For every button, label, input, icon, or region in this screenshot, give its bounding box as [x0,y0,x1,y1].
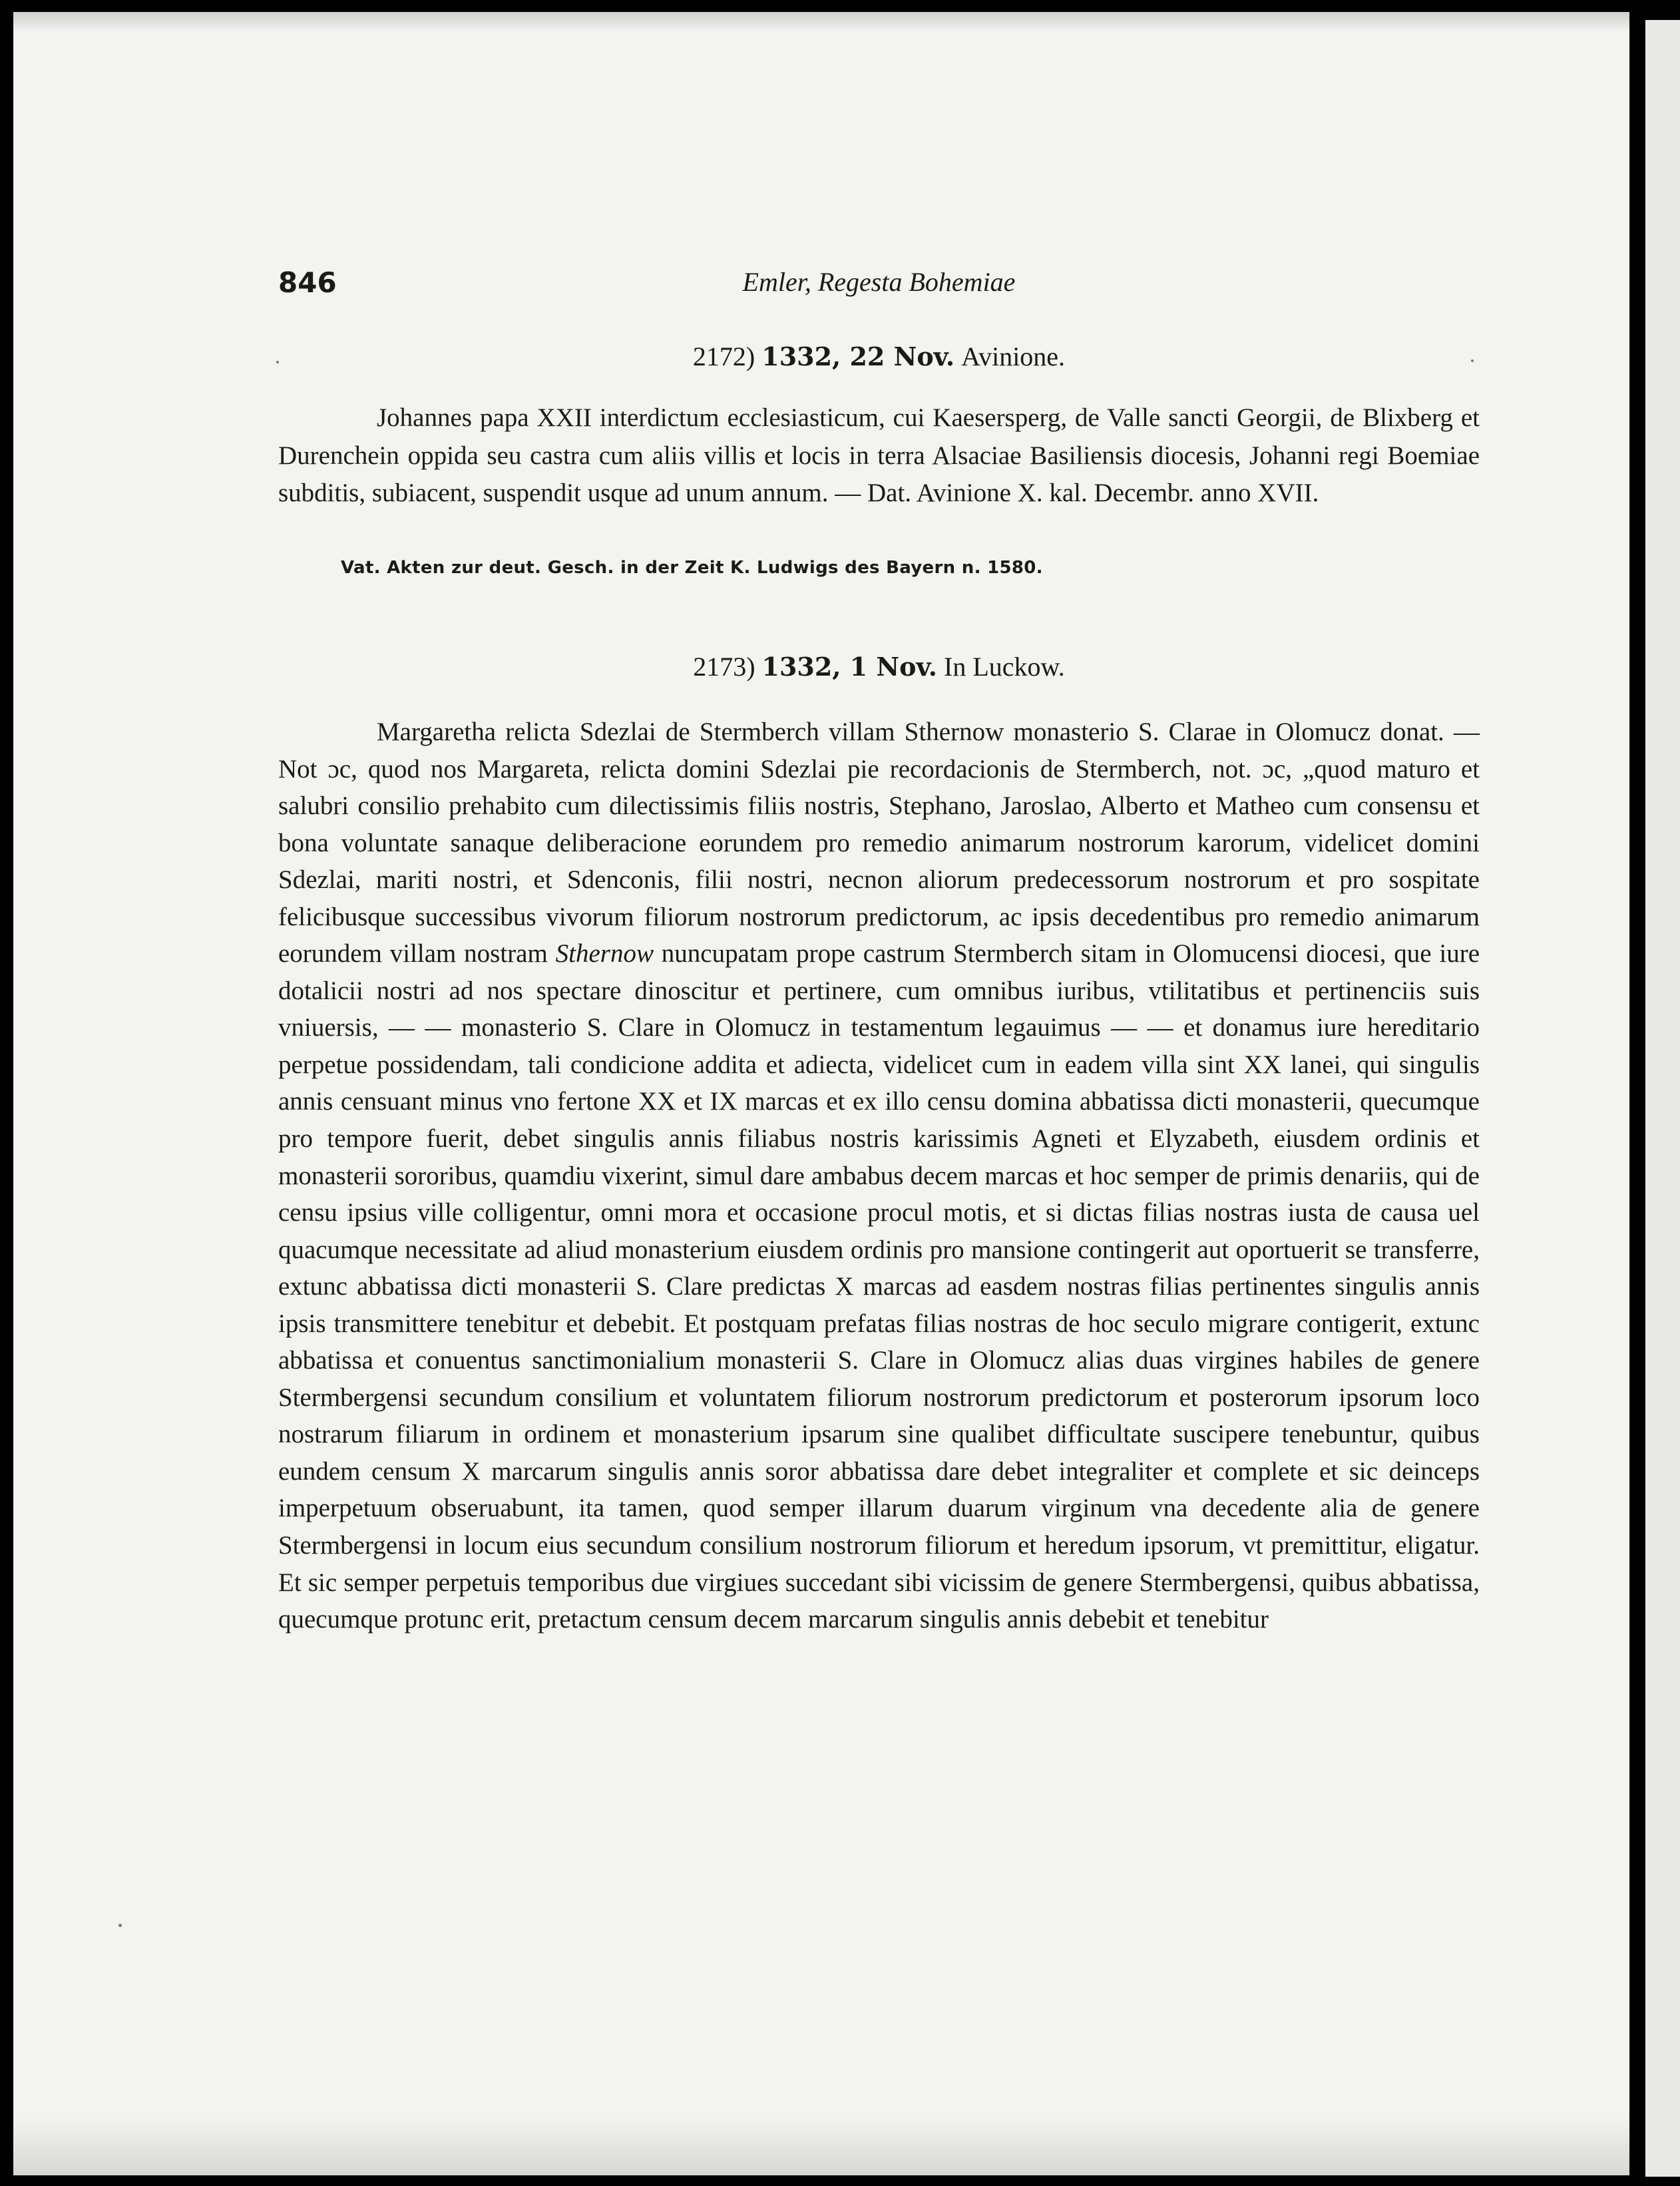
entry-heading-2173 [278,651,1480,683]
entry-text-2173 [278,714,1480,1638]
running-head [278,266,1480,306]
page-bottom-shadow [13,2117,1637,2175]
scan-speck [276,361,279,363]
page-top-shadow [13,12,1637,32]
entry-place: Avinione. [961,341,1066,371]
italic-place-name: Sthernow [555,939,654,969]
entry-text-body-before: Margaretha relicta Sdezlai de Stermberch villam Sthernow monasterio S. Clarae in Olomucz donat. — Not ɔc, quod nos Margareta, relicta domini Sdezlai pie recordacionis de Stermberch, not. ɔc, „quod maturo et salubri consilio prehabito cum dilectissimis filiis nostris, Stephano, Jaroslao, Alberto et Matheo cum consensu et bona voluntate sanaque deliberacione eorundem pro remedio animarum nostrorum karorum, videlicet domini Sdezlai, mariti nostri, et Sdenconis, filii nostri, necnon aliorum predecessorum nostrorum et pro sospitate felicibusque successibus vivorum filiorum nostrorum predictorum, ac ipsis decedentibus pro remedio animarum eorundem villam nostram [278,718,1480,969]
scan-edge-strip [1629,12,1645,2175]
entry-place: In Luckow. [944,652,1065,682]
next-page-sliver [1645,20,1680,2177]
entry-number: 2172) [692,341,755,371]
entry-number: 2173) [693,652,755,682]
running-title: Emler, Regesta Bohemiae [742,267,1016,297]
entry-heading-2172 [278,341,1480,373]
scan-speck [118,1924,122,1927]
entry-date: 1332, 1 Nov. [761,652,937,682]
entry-date: 1332, 22 Nov. [761,341,955,371]
entry-text-2172 [278,399,1480,513]
scan-speck [1471,359,1474,362]
entry-text-body: Johannes papa XXII interdictum ecclesiasticum, cui Kaesersperg, de Valle sancti Georgii, de Blixberg et Durenchein oppida seu castra cum aliis villis et locis in terra Alsaciae Basiliensis diocesis, Johanni regi Boemiae subditis, subiacent, suspendit usque ad unum annum. — Dat. Avinione X. kal. Decembr. anno XVII. [278,403,1480,508]
entry-text-body-after: nuncupatam prope castrum Stermberch sitam in Olomucensi diocesi, que iure dotalicii nostri ad nos spectare dinoscitur et pertinere, cum omnibus iuribus, vtilitatibus et pertinenciis suis vniuersis, — — monasterio S. Clare in Olomucz in testamentum legauimus — — et donamus iure hereditario perpetue possidendam, tali condicione addita et adiecta, videlicet cum in eadem villa sint XX lanei, qui singulis annis censuant minus vno fertone XX et IX marcas et ex illo censu domina abbatissa dicti monasterii, quecumque pro tempore fuerit, debet singulis annis filiabus nostris karissimis Agneti et Elyzabeth, eiusdem ordinis et monasterii sororibus, quamdiu vixerint, simul dare ambabus decem marcas et hoc semper de primis denariis, qui de censu ipsius ville colligentur, omni mora et occasione procul motis, et si dictas filias nostras iusta de causa uel quacumque necessitate ad aliud monasterium eiusdem ordinis pro mansione contingerit aut oportuerit se transferre, extunc abbatissa dicti monasterii S. Clare predictas X marcas ad easdem nostras filias pertinentes singulis annis ipsis transmittere tenebitur et debebit. Et postquam prefatas filias nostras de hoc seculo migrare contigerit, extunc abbatissa et conuentus sanctimonialium monasterii S. Clare in Olomucz alias duas virgines habiles de genere Stermbergensi secundum consilium et voluntatem filiorum nostrorum predictorum et posterorum ipsorum loco nostrarum filiarum in ordinem et monasterium ipsarum sine qualibet difficultate suscipere tenebuntur, quibus eundem censum X marcarum singulis annis soror abbatissa dare debet integraliter et complete et sic deinceps imperpetuum obseruabunt, ita tamen, quod semper illarum duarum virginum vna decedente alia de genere Stermbergensi in locum eius secundum consilium nostrorum filiorum et heredum ipsorum, vt premittitur, eligatur. Et sic semper perpetuis temporibus due virgiues succedant sibi vicissim de genere Stermbergensi, quibus abbatissa, quecumque protunc erit, pretactum censum decem marcarum singulis annis debebit et tenebitur [278,939,1480,1634]
page-number: 846 [278,266,337,299]
source-citation: Vat. Akten zur deut. Gesch. in der Zeit K. Ludwigs des Bayern n. 1580. [341,558,1043,578]
